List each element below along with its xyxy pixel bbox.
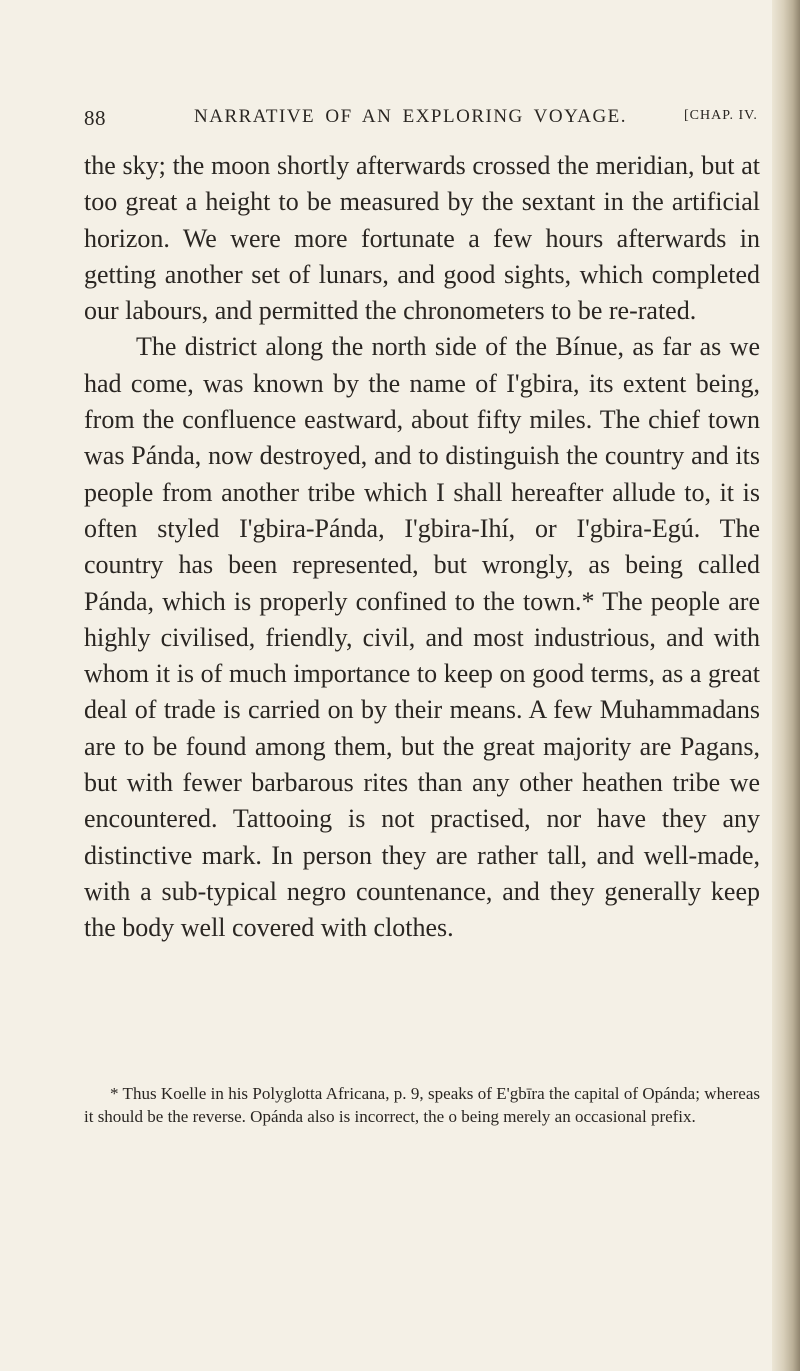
page-edge-shadow [772,0,800,1371]
page-number: 88 [84,106,106,130]
paragraph-igbira: The district along the north side of the Bínue, as far as we had come, was known by the name of I'gbira, its extent being, from the confluence eastward, about fifty miles. The chief town was Pánda, now destroyed, and to distinguish the country and its people from another tribe which I shall hereafter allude to, it is often styled I'gbira-Pánda, I'gbira-Ihí, or I'gbira-Egú. The country has been represented, but wrongly, as being called Pánda, which is properly confined to the town.* The people are highly civilised, friendly, civil, and most industrious, and with whom it is of much importance to keep on good terms, as a great deal of trade is carried on by their means. A few Muhammadans are to be found among them, but the great majority are Pagans, but with fewer barbarous rites than any other heathen tribe we encountered. Tattooing is not practised, nor have they any distinctive mark. In person they are rather tall, and well-made, with a sub-typical negro countenance, and they generally keep the body well covered with clothes. [84,332,760,943]
chapter-label: [CHAP. IV. [684,108,758,123]
body-text [84,148,760,947]
footnote: * Thus Koelle in his Polyglotta Africana, p. 9, speaks of E'gbīra the capital of Opánda; whereas it should be the reverse. Opánda also is incorrect, the o being merely an occasional prefix. [84,1084,760,1126]
paragraph-continued: the sky; the moon shortly afterwards crossed the meridian, but at too great a height to be measured by the sextant in the artificial horizon. We were more fortunate a few hours afterwards in getting another set of lunars, and good sights, which completed our labours, and permitted the chronometers to be re-rated. [84,151,760,326]
running-header [84,106,760,136]
running-title: NARRATIVE OF AN EXPLORING VOYAGE. [194,106,628,127]
